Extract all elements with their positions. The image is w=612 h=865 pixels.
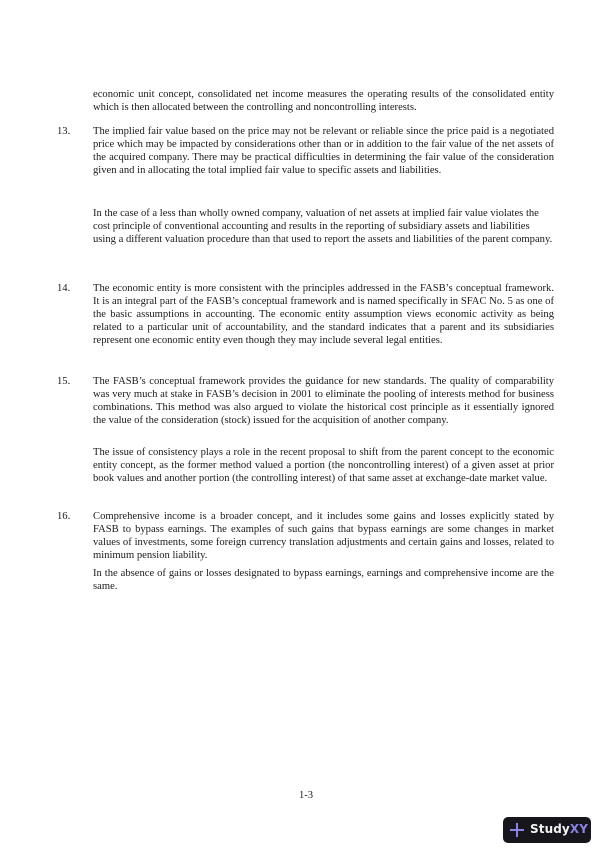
item-13-paragraph-1: The implied fair value based on the price may not be relevant or reliable since the price paid is a negotiated price which may be impacted by considerations other than or in addition to the fair value of the net assets of the acquired company. There may be practical difficulties in determining the fair value of the consideration given and in allocating the total implied fair value to specific assets and liabilities.	[93, 126, 554, 177]
studyxy-watermark-badge	[503, 817, 591, 843]
item-15-paragraph-2: The issue of consistency plays a role in the recent proposal to shift from the parent concept to the economic entity concept, as the former method valued a portion (the noncontrolling interest) of a given asset at prior book values and another portion (the controlling interest) of that same asset at exchange-date market value.	[93, 447, 554, 485]
item-16-paragraph-2: In the absence of gains or losses designated to bypass earnings, earnings and comprehensive income are the same.	[93, 568, 554, 593]
brand-name	[530, 823, 588, 836]
brand-main: Study	[530, 822, 570, 837]
continuation-paragraph: economic unit concept, consolidated net income measures the operating results of the consolidated entity which is then allocated between the controlling and noncontrolling interests.	[93, 89, 554, 114]
item-number-16: 16.	[57, 511, 71, 522]
item-15-paragraph-1: The FASB’s conceptual framework provides the guidance for new standards. The quality of comparability was very much at stake in FASB’s decision in 2001 to eliminate the pooling of interests method for business combinations. This method was also argued to violate the historical cost principle as it essentially ignored the value of the consideration (stock) issued for the acquisition of another company.	[93, 376, 554, 427]
item-number-15: 15.	[57, 376, 71, 387]
item-number-13: 13.	[57, 126, 71, 137]
item-13-paragraph-2: In the case of a less than wholly owned company, valuation of net assets at implied fair value violates the cost principle of conventional accounting and results in the reporting of subsidiary assets and liabilities using a different valuation procedure than that used to report the assets and liabilities of the parent company.	[93, 208, 553, 246]
page-number: 1-3	[298, 790, 314, 801]
item-14-paragraph-1: The economic entity is more consistent with the principles addressed in the FASB’s conceptual framework. It is an integral part of the FASB’s conceptual framework and is named specifically in SFAC No. 5 as one of the basic assumptions in accounting. The economic entity assumption views economic activity as being related to a particular unit of accountability, and the standard indicates that a parent and its subsidiaries represent one economic entity even though they may include several legal entities.	[93, 283, 554, 347]
item-16-paragraph-1: Comprehensive income is a broader concept, and it includes some gains and losses explicitly stated by FASB to bypass earnings. The examples of such gains that bypass earnings are some changes in market values of investments, some foreign currency translation adjustments and certain gains and losses, related to minimum pension liability.	[93, 511, 554, 562]
brand-accent: XY	[569, 822, 588, 837]
plus-icon	[510, 823, 524, 837]
item-number-14: 14.	[57, 283, 71, 294]
